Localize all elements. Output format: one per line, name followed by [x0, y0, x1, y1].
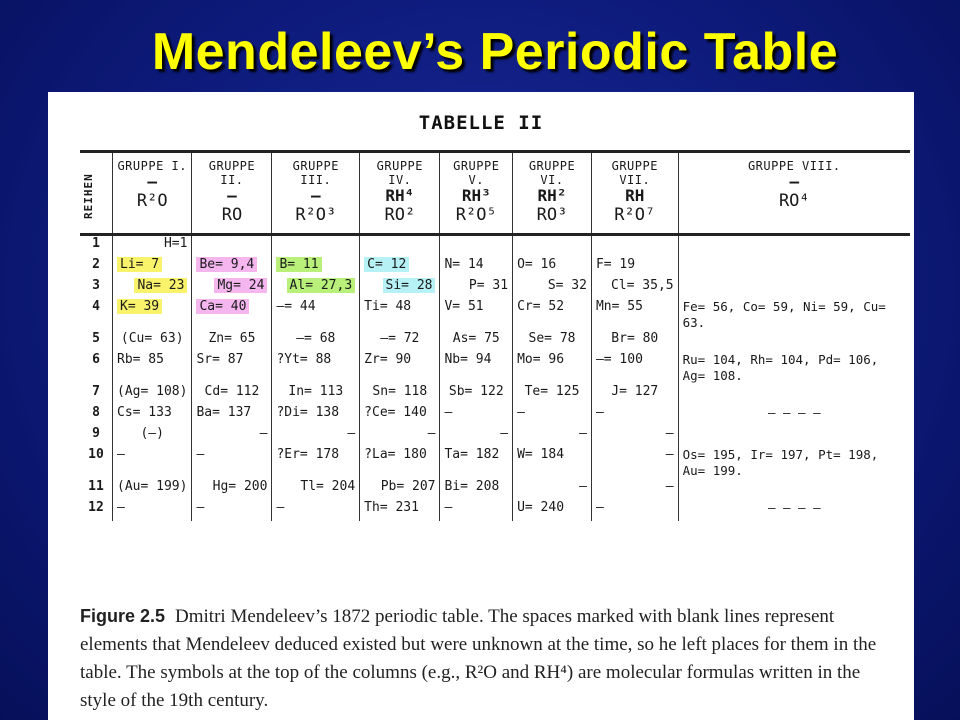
group-formula-oxide: R²O³ — [295, 205, 337, 225]
element-cell: (Cu= 63) — [113, 331, 192, 352]
element-cell: Cr= 52 — [513, 299, 592, 331]
highlighted-element: B= 11 — [276, 257, 321, 272]
element-cell: — — [192, 500, 272, 521]
element-cell: ?Er= 178 — [272, 447, 360, 479]
table-title: TABELLE II — [418, 112, 544, 134]
element-cell: Br= 80 — [591, 331, 678, 352]
element-cell: Cl= 35,5 — [591, 278, 678, 299]
periodic-table — [80, 150, 910, 521]
element-cell: — — [591, 405, 678, 426]
highlighted-element: C= 12 — [364, 257, 409, 272]
element-cell: ?La= 180 — [360, 447, 440, 479]
table-row — [80, 257, 910, 278]
element-cell: As= 75 — [440, 331, 513, 352]
table-row — [80, 352, 910, 384]
element-cell: Nb= 94 — [440, 352, 513, 384]
element-cell — [192, 299, 272, 331]
group-formula-oxide: RO² — [384, 205, 416, 225]
table-row — [80, 500, 910, 521]
element-cell — [272, 278, 360, 299]
element-cell: Ti= 48 — [360, 299, 440, 331]
element-cell: Bi= 208 — [440, 479, 513, 500]
element-cell: O= 16 — [513, 257, 592, 278]
group-name: GRUPPE II. — [208, 159, 256, 187]
element-cell: — — [591, 479, 678, 500]
element-cell — [678, 384, 910, 405]
group-name: GRUPPE VIII. — [747, 159, 841, 173]
table-row — [80, 447, 910, 479]
row-number: 12 — [88, 500, 104, 515]
element-cell — [113, 257, 192, 278]
element-cell: Sb= 122 — [440, 384, 513, 405]
group-formula-hydride: RH — [625, 186, 645, 205]
reihen-header — [80, 152, 113, 235]
element-cell: (Au= 199) — [113, 479, 192, 500]
element-cell: U= 240 — [513, 500, 592, 521]
group-formula-oxide: R²O⁷ — [614, 205, 656, 225]
group-formula-hydride: — — [310, 186, 321, 205]
row-number: 4 — [92, 299, 100, 314]
element-cell — [192, 257, 272, 278]
element-cell: F= 19 — [591, 257, 678, 278]
element-cell — [113, 299, 192, 331]
element-cell: Zr= 90 — [360, 352, 440, 384]
group-formula-hydride: RH² — [537, 186, 567, 205]
element-cell: — — [591, 500, 678, 521]
table-row — [80, 384, 910, 405]
element-cell: ?Yt= 88 — [272, 352, 360, 384]
caption-text: Dmitri Mendeleev’s 1872 periodic table. The spaces marked with blank lines represent elements that Mendeleev deduced existed but were unknown at the time, so he left places for them in the table. The symbols at the top of the columns (e.g., R²O and RH⁴) are molecular formulas written in the style of the 19th century. — [80, 606, 877, 711]
element-cell: N= 14 — [440, 257, 513, 278]
element-cell: Mo= 96 — [513, 352, 592, 384]
group-formula-oxide: RO³ — [536, 205, 568, 225]
element-cell: — — [591, 426, 678, 447]
group-header — [272, 152, 360, 235]
group-header — [360, 152, 440, 235]
element-cell: — — [113, 500, 192, 521]
table-row — [80, 331, 910, 352]
element-cell: J= 127 — [591, 384, 678, 405]
element-cell — [513, 235, 592, 258]
highlighted-element: K= 39 — [117, 299, 162, 314]
element-cell — [678, 331, 910, 352]
element-cell — [591, 235, 678, 258]
element-cell: — — — — — [678, 500, 910, 521]
group-formula-oxide: RO⁴ — [778, 191, 810, 211]
element-cell: — — [272, 426, 360, 447]
element-cell — [678, 257, 910, 278]
figure-label: Figure 2.5 — [80, 606, 166, 626]
group-formula-oxide: RO — [221, 205, 243, 225]
group-name: GRUPPE VII. — [611, 159, 658, 187]
element-cell: Pb= 207 — [360, 479, 440, 500]
element-cell: Th= 231 — [360, 500, 440, 521]
group-name: GRUPPE V. — [453, 159, 500, 187]
element-cell: ?Di= 138 — [272, 405, 360, 426]
table-row — [80, 405, 910, 426]
group-header — [678, 152, 910, 235]
element-cell: —= 100 — [591, 352, 678, 384]
highlighted-element: Si= 28 — [383, 278, 436, 293]
element-cell — [678, 479, 910, 500]
group-name: GRUPPE IV. — [376, 159, 423, 187]
row-number: 1 — [92, 236, 100, 251]
element-cell: Sn= 118 — [360, 384, 440, 405]
element-cell: Mn= 55 — [591, 299, 678, 331]
row-number: 9 — [92, 426, 100, 441]
element-cell: — — [113, 447, 192, 479]
group-header — [113, 152, 192, 235]
table-row — [80, 479, 910, 500]
highlighted-element: Al= 27,3 — [287, 278, 356, 293]
group-name: GRUPPE VI. — [528, 159, 576, 187]
element-cell: In= 113 — [272, 384, 360, 405]
row-number: 8 — [92, 405, 100, 420]
element-cell: Rb= 85 — [113, 352, 192, 384]
figure-caption — [80, 602, 898, 715]
highlighted-element: Ca= 40 — [196, 299, 249, 314]
row-number: 3 — [92, 278, 100, 293]
highlighted-element: Mg= 24 — [214, 278, 267, 293]
element-cell — [360, 235, 440, 258]
row-number: 5 — [92, 331, 100, 346]
highlighted-element: Li= 7 — [117, 257, 162, 272]
group-formula-hydride: RH⁴ — [385, 186, 415, 205]
element-cell: — — [192, 426, 272, 447]
element-cell: S= 32 — [513, 278, 592, 299]
element-cell: (—) — [113, 426, 192, 447]
element-cell: — — [360, 426, 440, 447]
element-cell: —= 68 — [272, 331, 360, 352]
group-name: GRUPPE III. — [292, 159, 339, 187]
group-name: GRUPPE I. — [117, 159, 187, 173]
element-cell: (Ag= 108) — [113, 384, 192, 405]
group-header-row — [80, 152, 910, 235]
element-cell: V= 51 — [440, 299, 513, 331]
slide-title: Mendeleev’s Periodic Table — [151, 23, 839, 81]
element-cell: Sr= 87 — [192, 352, 272, 384]
table-row — [80, 299, 910, 331]
element-cell: — — — — — [678, 405, 910, 426]
element-cell — [272, 257, 360, 278]
group-formula-hydride: — — [789, 172, 800, 191]
group-header — [192, 152, 272, 235]
group-header — [513, 152, 592, 235]
row-number: 7 — [92, 384, 100, 399]
row-number: 11 — [88, 479, 104, 494]
highlighted-element: Be= 9,4 — [196, 257, 257, 272]
table-row — [80, 235, 910, 258]
table-row — [80, 426, 910, 447]
element-cell — [678, 278, 910, 299]
row-number: 2 — [92, 257, 100, 272]
element-cell: — — [513, 479, 592, 500]
element-cell: — — [513, 405, 592, 426]
element-cell: — — [272, 500, 360, 521]
element-cell: —= 44 — [272, 299, 360, 331]
element-cell: Zn= 65 — [192, 331, 272, 352]
row-number: 10 — [88, 447, 104, 462]
group-formula-hydride: — — [147, 172, 158, 191]
element-cell: Ta= 182 — [440, 447, 513, 479]
group-header — [591, 152, 678, 235]
element-cell: ?Ce= 140 — [360, 405, 440, 426]
element-cell: Os= 195, Ir= 197, Pt= 198, Au= 199. — [678, 447, 910, 479]
element-cell: — — [192, 447, 272, 479]
element-cell: Ba= 137 — [192, 405, 272, 426]
highlighted-element: Na= 23 — [134, 278, 187, 293]
element-cell: W= 184 — [513, 447, 592, 479]
group-formula-oxide: R²O⁵ — [455, 205, 497, 225]
scanned-page — [48, 92, 914, 720]
group-formula-hydride: — — [227, 186, 237, 205]
element-cell: Te= 125 — [513, 384, 592, 405]
element-cell: — — [440, 405, 513, 426]
element-cell: H=1 — [113, 235, 192, 258]
element-cell — [192, 235, 272, 258]
element-cell: — — [591, 447, 678, 479]
element-cell: Tl= 204 — [272, 479, 360, 500]
element-cell: — — [440, 426, 513, 447]
element-cell: Cd= 112 — [192, 384, 272, 405]
group-header — [440, 152, 513, 235]
element-cell: Se= 78 — [513, 331, 592, 352]
group-formula-hydride: RH³ — [461, 186, 491, 205]
reihen-label: REIHEN — [82, 173, 95, 219]
element-cell: Cs= 133 — [113, 405, 192, 426]
element-cell: — — [513, 426, 592, 447]
element-cell — [678, 235, 910, 258]
element-cell: P= 31 — [440, 278, 513, 299]
element-cell — [360, 278, 440, 299]
element-cell — [113, 278, 192, 299]
element-cell — [678, 426, 910, 447]
element-cell — [192, 278, 272, 299]
element-cell: —= 72 — [360, 331, 440, 352]
element-cell — [272, 235, 360, 258]
element-cell — [360, 257, 440, 278]
element-cell: Hg= 200 — [192, 479, 272, 500]
row-number: 6 — [92, 352, 100, 367]
table-row — [80, 278, 910, 299]
element-cell: — — [440, 500, 513, 521]
element-cell: Ru= 104, Rh= 104, Pd= 106, Ag= 108. — [678, 352, 910, 384]
group-formula-oxide: R²O — [136, 191, 168, 211]
element-cell — [440, 235, 513, 258]
element-cell: Fe= 56, Co= 59, Ni= 59, Cu= 63. — [678, 299, 910, 331]
